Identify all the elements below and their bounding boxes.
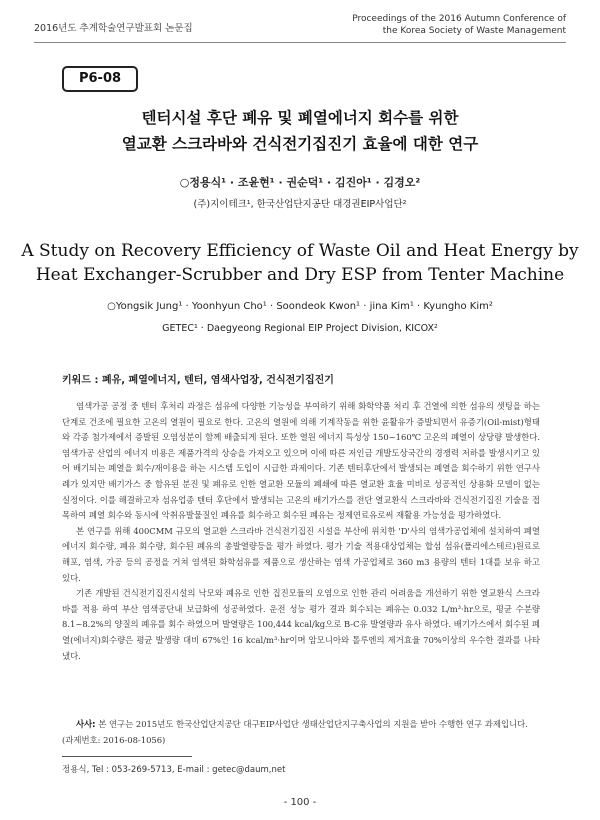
- running-header-right-line2: the Korea Society of Waste Management: [382, 26, 566, 36]
- korean-title-line1: 텐터시설 후단 폐유 및 폐열에너지 회수를 위한: [141, 109, 459, 127]
- paragraph-3: 기존 개발된 건식전기집진시설의 낙모와 폐유로 인한 집진모듈의 오염으로 인한 관리 어려움을 개선하기 위한 열교환식 스크라바를 적용 하여 부산 염색공단내 보급화에 성공하였다. 운전 성능 평가 결과 회수되는 폐유는 0.032 L/m³·hr으로, 평균 수분량 8.1~8.2%의 양질의 폐유를 회수 하였으며 발열량은 100,444 kcal/kg으로 B-C유 발열량과 유사 하였다. 배기가스에서 회수된 폐열(에너지)회수량은 평균 발생량 대비 67%인 16 kcal/m³·hr이며 암모니아와 톨루엔의 제거효율 70%이상의 우수한 결과를 나타냈다.: [62, 588, 540, 661]
- english-title-line2: Heat Exchanger-Scrubber and Dry ESP from Tenter Machine: [35, 265, 565, 285]
- keywords: 키워드 : 폐유, 폐열에너지, 텐터, 염색사업장, 건식전기집진기: [62, 375, 334, 386]
- running-header-left: 2016년도 추계학술연구발표회 논문집: [34, 23, 193, 34]
- paragraph-1: 염색가공 공정 중 텐터 후처리 과정은 섬유에 다양한 기능성을 부여하기 위해 화학약품 처리 후 건열에 의한 섬유의 셋팅을 하는 단계로 건조에 필요한 고온의 열원이 필요로 한다. 고온의 열원에 의해 기계작동을 위한 윤활유가 증발되면서 유증기(Oil-mist)형태와 각종 첨가제에서 증발된 오염성분이 함께 배출되게 된다. 또한 열원 에너지 특성상 150~160℃ 고온의 폐열이 상당량 발생한다. 염색가공 산업의 에너지 비용은 제품가격의 상승을 가져오고 있으며 이에 따른 저인금 개발도상국간의 경쟁력 저하를 발생시키고 있어 배기되는 폐열을 회수/재이용을 하는 시스템 도입이 시급한 과제이다. 기존 텐터후단에서 발생되는 폐열을 회수하기 위한 연구사례가 있지만 배기가스 중 함유된 분진 및 폐유로 인한 열교환 모듈의 폐쇄에 따른 열교환 효율 미비로 성공적인 상용화 모델이 없는 실정이다. 이를 해결하고자 섬유업종 텐터 후단에서 발생되는 고온의 배기가스를 전단 열교환식 스크라바와 건식전기집진 기술을 접목하여 폐열 회수와 동시에 악취유발물질인 폐유를 회수하고 회수된 폐유는 정제연료유로써 재활용 가능성을 평가하였다.: [62, 401, 540, 521]
- english-title-line1: A Study on Recovery Efficiency of Waste Oil and Heat Energy by: [21, 241, 579, 261]
- acknowledgement-label: 사사:: [76, 719, 96, 729]
- acknowledgement: [62, 717, 540, 748]
- english-affiliations: GETEC¹ · Daegyeong Regional EIP Project Division, KICOX²: [162, 323, 438, 334]
- header-divider: [34, 42, 566, 43]
- korean-authors: ○정용식¹ · 조윤현¹ · 권순덕¹ · 김진아¹ · 김경오²: [179, 176, 421, 189]
- footnote-divider: [62, 756, 192, 757]
- footnote-contact: 정용식, Tel : 053-269-5713, E-mail : getec@daum,net: [62, 765, 286, 775]
- acknowledgement-text: 본 연구는 2015년도 한국산업단지공단 대구EIP사업단 생태산업단지구축사업의 지원을 받아 수행한 연구 과제입니다. (과제번호: 2016-08-1056): [62, 719, 528, 745]
- running-header-right-line1: Proceedings of the 2016 Autumn Conference of: [352, 14, 566, 24]
- running-header-right: [352, 13, 566, 37]
- paragraph-2: 본 연구를 위해 400CMM 규모의 열교환 스크라바 건식전기집진 시설을 부산에 위치한 'D'사의 염색가공업체에 설치하여 폐열에너지 회수량, 폐유 회수량, 회수된 폐유의 총발열량등을 평가 하였다. 평가 기술 적용대상업체는 합섬 섬유(폴리에스테르)원료로 해포, 염색, 가공 등의 공정을 거쳐 염색된 화학섬유를 제품으로 생산하는 염색 가공업체로 360 m3 용량의 텐터 1대를 보유 하고 있다.: [62, 525, 540, 583]
- page-number: - 100 -: [283, 797, 317, 808]
- korean-title-line2: 열교환 스크라바와 건식전기집진기 효율에 대한 연구: [121, 135, 479, 153]
- abstract-body: [62, 399, 540, 664]
- korean-affiliations: (주)지이테크¹, 한국산업단지공단 대경권EIP사업단²: [193, 199, 407, 210]
- english-authors: ○Yongsik Jung¹ · Yoonhyun Cho¹ · Soondeok Kwon¹ · jina Kim¹ · Kyungho Kim²: [107, 301, 493, 312]
- paper-code-badge: P6-08: [62, 66, 138, 92]
